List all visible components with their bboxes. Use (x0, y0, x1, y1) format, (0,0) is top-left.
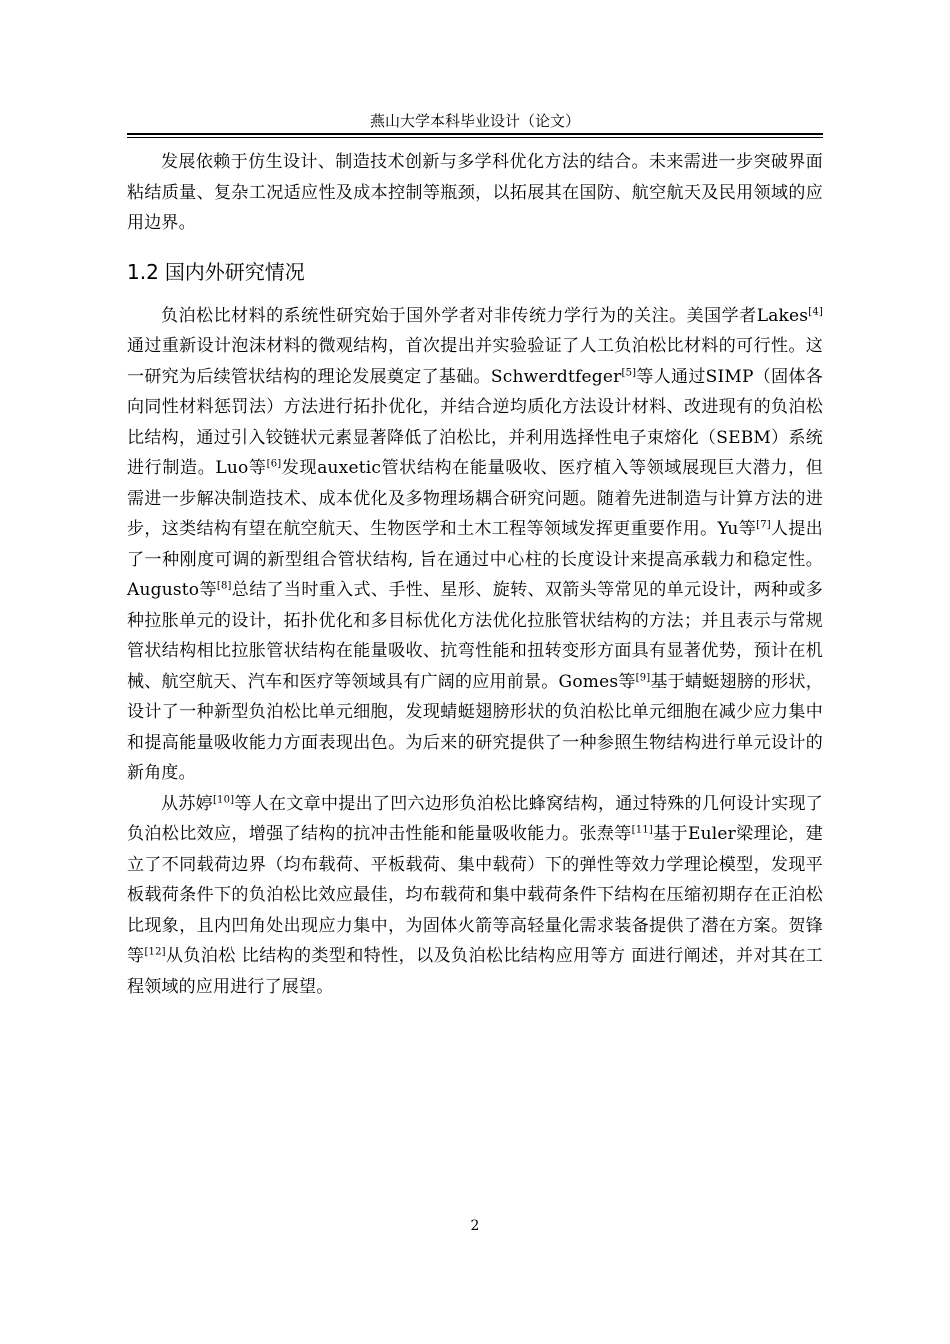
section-heading (127, 258, 823, 286)
citation-ref: [11] (631, 824, 653, 836)
paragraph-text: 通过重新设计泡沫材料的微观结构，首次提出并实验验证了人工负泊松比材料的可行性。这一研究为后续管状结构的理论发展奠定了基础。Schwerdtfeger (127, 336, 823, 387)
paragraph-text: 人提出了一种刚度可调的新型组合管状结构, 旨在通过中心柱的长度设计来提高承载力和稳定性。Augusto等 (127, 519, 823, 600)
citation-ref: [8] (216, 580, 232, 592)
citation-ref: [4] (808, 305, 823, 317)
paragraph-foreign-research (127, 301, 823, 789)
paragraph-domestic-research (127, 789, 823, 1003)
intro-paragraph: 发展依赖于仿生设计、制造技术创新与多学科优化方法的结合。未来需进一步突破界面粘结质量、复杂工况适应性及成本控制等瓶颈，以拓展其在国防、航空航天及民用领域的应用边界。 (127, 152, 823, 233)
page-body (127, 147, 823, 1002)
paragraph-text: 发现auxetic管状结构在能量吸收、医疗植入等领域展现巨大潜力，但需进一步解决制造技术、成本优化及多物理场耦合研究问题。随着先进制造与计算方法的进步，这类结构有望在航空航天、生物医学和土木工程等领域发挥更重要作用。Yu等 (127, 458, 823, 539)
paragraph-text: 等人通过SIMP（固体各向同性材料惩罚法）方法进行拓扑优化，并结合逆均质化方法设计材料、改进现有的负泊松比结构，通过引入铰链状元素显著降低了泊松比，并利用选择性电子束熔化（SEBM）系统进行制造。Luo等 (127, 366, 823, 478)
paragraph-text: 等人在文章中提出了凹六边形负泊松比蜂窝结构，通过特殊的几何设计实现了负泊松比效应，增强了结构的抗冲击性能和能量吸收能力。张焘等 (127, 793, 823, 844)
header-rule-thin (127, 137, 823, 138)
citation-ref: [12] (144, 946, 166, 958)
paragraph-text: 从负泊松 比结构的类型和特性，以及负泊松比结构应用等方 面进行阐述，并对其在工程领域的应用进行了展望。 (127, 946, 823, 997)
citation-ref: [6] (266, 458, 282, 470)
paragraph-text: 基于Euler梁理论，建立了不同载荷边界（均布载荷、平板载荷、集中载荷）下的弹性等效力学理论模型，发现平板载荷条件下的负泊松比效应最佳，均布载荷和集中载荷条件下结构在压缩初期存在正泊松比现象，且内凹角处出现应力集中，为固体火箭等高轻量化需求装备提供了潜在方案。贺锋等 (127, 824, 823, 966)
header-rule-thick (127, 133, 823, 135)
citation-ref: [9] (635, 671, 651, 683)
paragraph-text: 总结了当时重入式、手性、星形、旋转、双箭头等常见的单元设计，两种或多种拉胀单元的设计，拓扑优化和多目标优化方法优化拉胀管状结构的方法；并且表示与常规管状结构相比拉胀管状结构在能量吸收、抗弯性能和扭转变形方面具有显著优势，预计在机械、航空航天、汽车和医疗等领域具有广阔的应用前景。Gomes等 (127, 580, 823, 692)
section-title: 国内外研究情况 (164, 259, 305, 284)
paragraph-text: 从苏婷 (161, 793, 213, 814)
citation-ref: [5] (621, 366, 637, 378)
section-number: 1.2 (127, 259, 159, 284)
page-number: 2 (470, 1218, 480, 1234)
running-header: 燕山大学本科毕业设计（论文） (369, 112, 580, 130)
citation-ref: [7] (756, 519, 771, 531)
paragraph-text: 负泊松比材料的系统性研究始于国外学者对非传统力学行为的关注。美国学者Lakes (161, 305, 809, 326)
citation-ref: [10] (212, 793, 235, 805)
paragraph-text: 基于蜻蜓翅膀的形状，设计了一种新型负泊松比单元细胞，发现蜻蜓翅膀形状的负泊松比单元细胞在减少应力集中和提高能量吸收能力方面表现出色。为后来的研究提供了一种参照生物结构进行单元设计的新角度。 (127, 671, 823, 783)
